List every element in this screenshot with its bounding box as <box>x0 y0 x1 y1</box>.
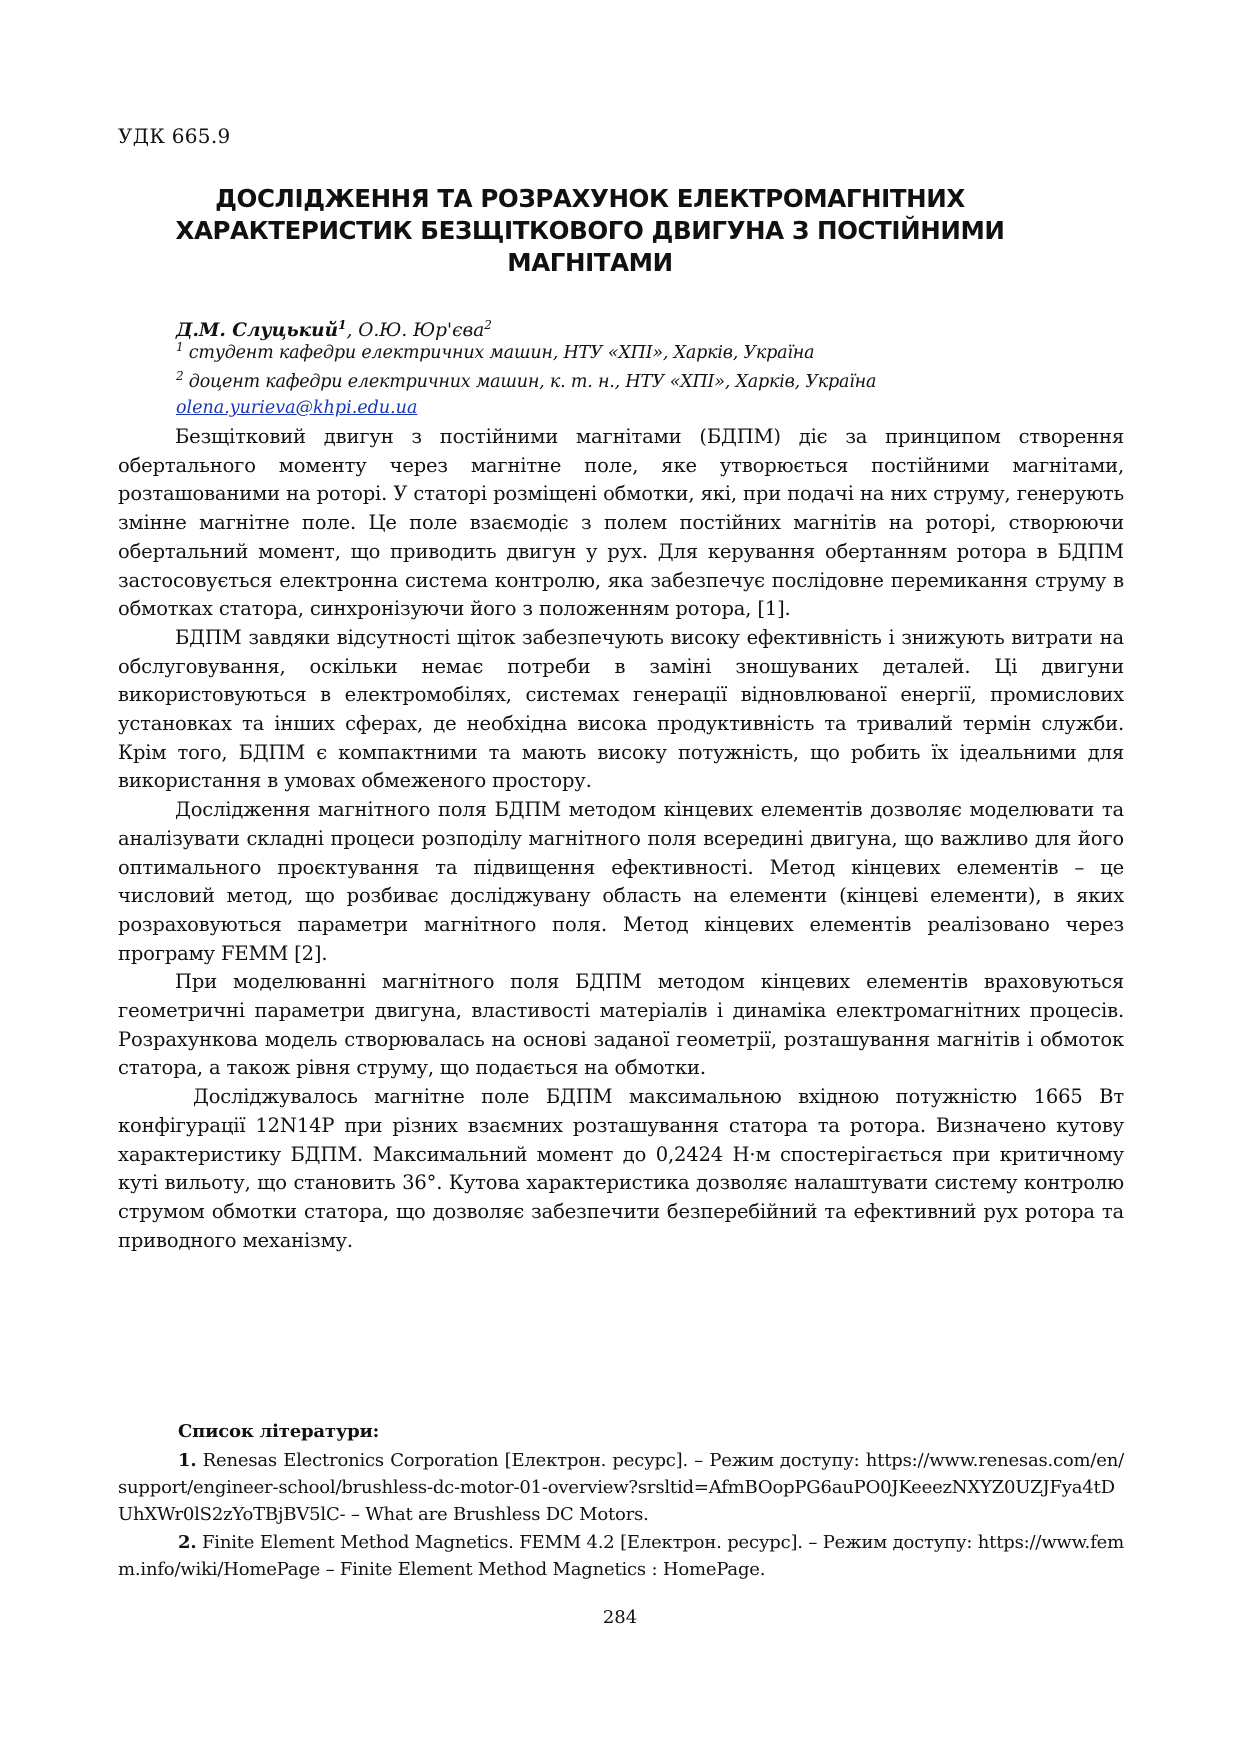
reference-item-1 <box>118 1447 1124 1528</box>
paper-title: ДОСЛІДЖЕННЯ ТА РОЗРАХУНОК ЕЛЕКТРОМАГНІТНИХ ХАРАКТЕРИСТИК БЕЗЩІТКОВОГО ДВИГУНА З ПОСТІЙНИМИ МАГНІТАМИ <box>175 184 1005 277</box>
affiliation-2 <box>176 369 876 392</box>
reference-number: 2. <box>178 1532 197 1553</box>
affiliation-1 <box>176 340 814 363</box>
author-2: О.Ю. Юр'єва <box>358 320 485 342</box>
author-1-sup: 1 <box>338 318 347 332</box>
references-heading: Список літератури: <box>178 1421 380 1442</box>
author-separator: , <box>346 320 359 342</box>
references-section <box>118 1418 1124 1584</box>
author-2-sup: 2 <box>484 318 492 332</box>
author-1: Д.М. Слуцький <box>176 320 339 342</box>
udk-code: УДК 665.9 <box>118 124 231 148</box>
reference-text: Renesas Electronics Corporation [Електрон. ресурс]. – Режим доступу: https://www.renesas.com/en/support/engineer-school/brushless-dc-motor-01-overview?srsltid=AfmBOopPG6auPO0JKeeezNXYZ0UZJFya4tDUhXWr0lS2zYoTBjBV5lC- – What are Brushless DC Motors. <box>118 1450 1124 1525</box>
paragraph-2: БДПМ завдяки відсутності щіток забезпечують високу ефективність і знижують витрати на обслуговування, оскільки немає потреби в заміні зношуваних деталей. Ці двигуни використовуються в електромобілях, системах генерації відновлюваної енергії, промислових установках та інших сферах, де необхідна висока продуктивність та тривалий термін служби. Крім того, БДПМ є компактними та мають високу потужність, що робить їх ідеальними для використання в умовах обмеженого простору. <box>118 625 1124 793</box>
reference-text: Finite Element Method Magnetics. FEMM 4.2 [Електрон. ресурс]. – Режим доступу: https://www.femm.info/wiki/HomePage – Finite Element Method Magnetics : HomePage. <box>118 1532 1124 1580</box>
paragraph-3: Дослідження магнітного поля БДПМ методом кінцевих елементів дозволяє моделювати та аналізувати складні процеси розподілу магнітного поля всередині двигуна, що важливо для його оптимального проєктування та підвищення ефективності. Метод кінцевих елементів – це числовий метод, що розбиває досліджувану область на елементи (кінцеві елементи), в яких розраховуються параметри магнітного поля. Метод кінцевих елементів реалізовано через програму FEMM [2]. <box>118 798 1124 965</box>
page-number: 284 <box>602 1607 638 1628</box>
affiliation-2-text: доцент кафедри електричних машин, к. т. н., НТУ «ХПІ», Харків, Україна <box>183 371 877 392</box>
reference-number: 1. <box>178 1450 197 1471</box>
paragraph-4: При моделюванні магнітного поля БДПМ методом кінцевих елементів враховуються геометричні параметри двигуна, властивості матеріалів і динаміка електромагнітних процесів. Розрахункова модель створювалась на основі заданої геометрії, розташування магнітів і обмоток статора, а також рівня струму, що подається на обмотки. <box>118 970 1124 1080</box>
abstract-body <box>118 423 1124 1255</box>
affiliation-1-sup: 1 <box>176 340 184 354</box>
reference-item-2 <box>118 1529 1124 1583</box>
paragraph-5: Досліджувалось магнітне поле БДПМ максимальною вхідною потужністю 1665 Вт конфігурації 12N14P при різних взаємних розташування статора та ротора. Визначено кутову характеристику БДПМ. Максимальний момент до 0,2424 Н·м спостерігається при критичному куті вильоту, що становить 36°. Кутова характеристика дозволяє налаштувати систему контролю струмом обмотки статора, що дозволяє забезпечити безперебійний та ефективний рух ротора та приводного механізму. <box>118 1085 1124 1252</box>
email-link[interactable]: olena.yurieva@khpi.edu.ua <box>176 398 418 418</box>
affiliation-2-sup: 2 <box>176 369 184 383</box>
affiliation-1-text: студент кафедри електричних машин, НТУ «ХПІ», Харків, Україна <box>183 342 815 363</box>
paragraph-1: Безщітковий двигун з постійними магнітами (БДПМ) діє за принципом створення обертального моменту через магнітне поле, яке утворюється постійними магнітами, розташованими на роторі. У статорі розміщені обмотки, які, при подачі на них струму, генерують змінне магнітне поле. Це поле взаємодіє з полем постійних магнітів на роторі, створюючи обертальний момент, що приводить двигун у рух. Для керування обертанням ротора в БДПМ застосовується електронна система контролю, яка забезпечує послідовне перемикання струму в обмотках статора, синхронізуючи його з положенням ротора, [1]. <box>118 425 1124 621</box>
